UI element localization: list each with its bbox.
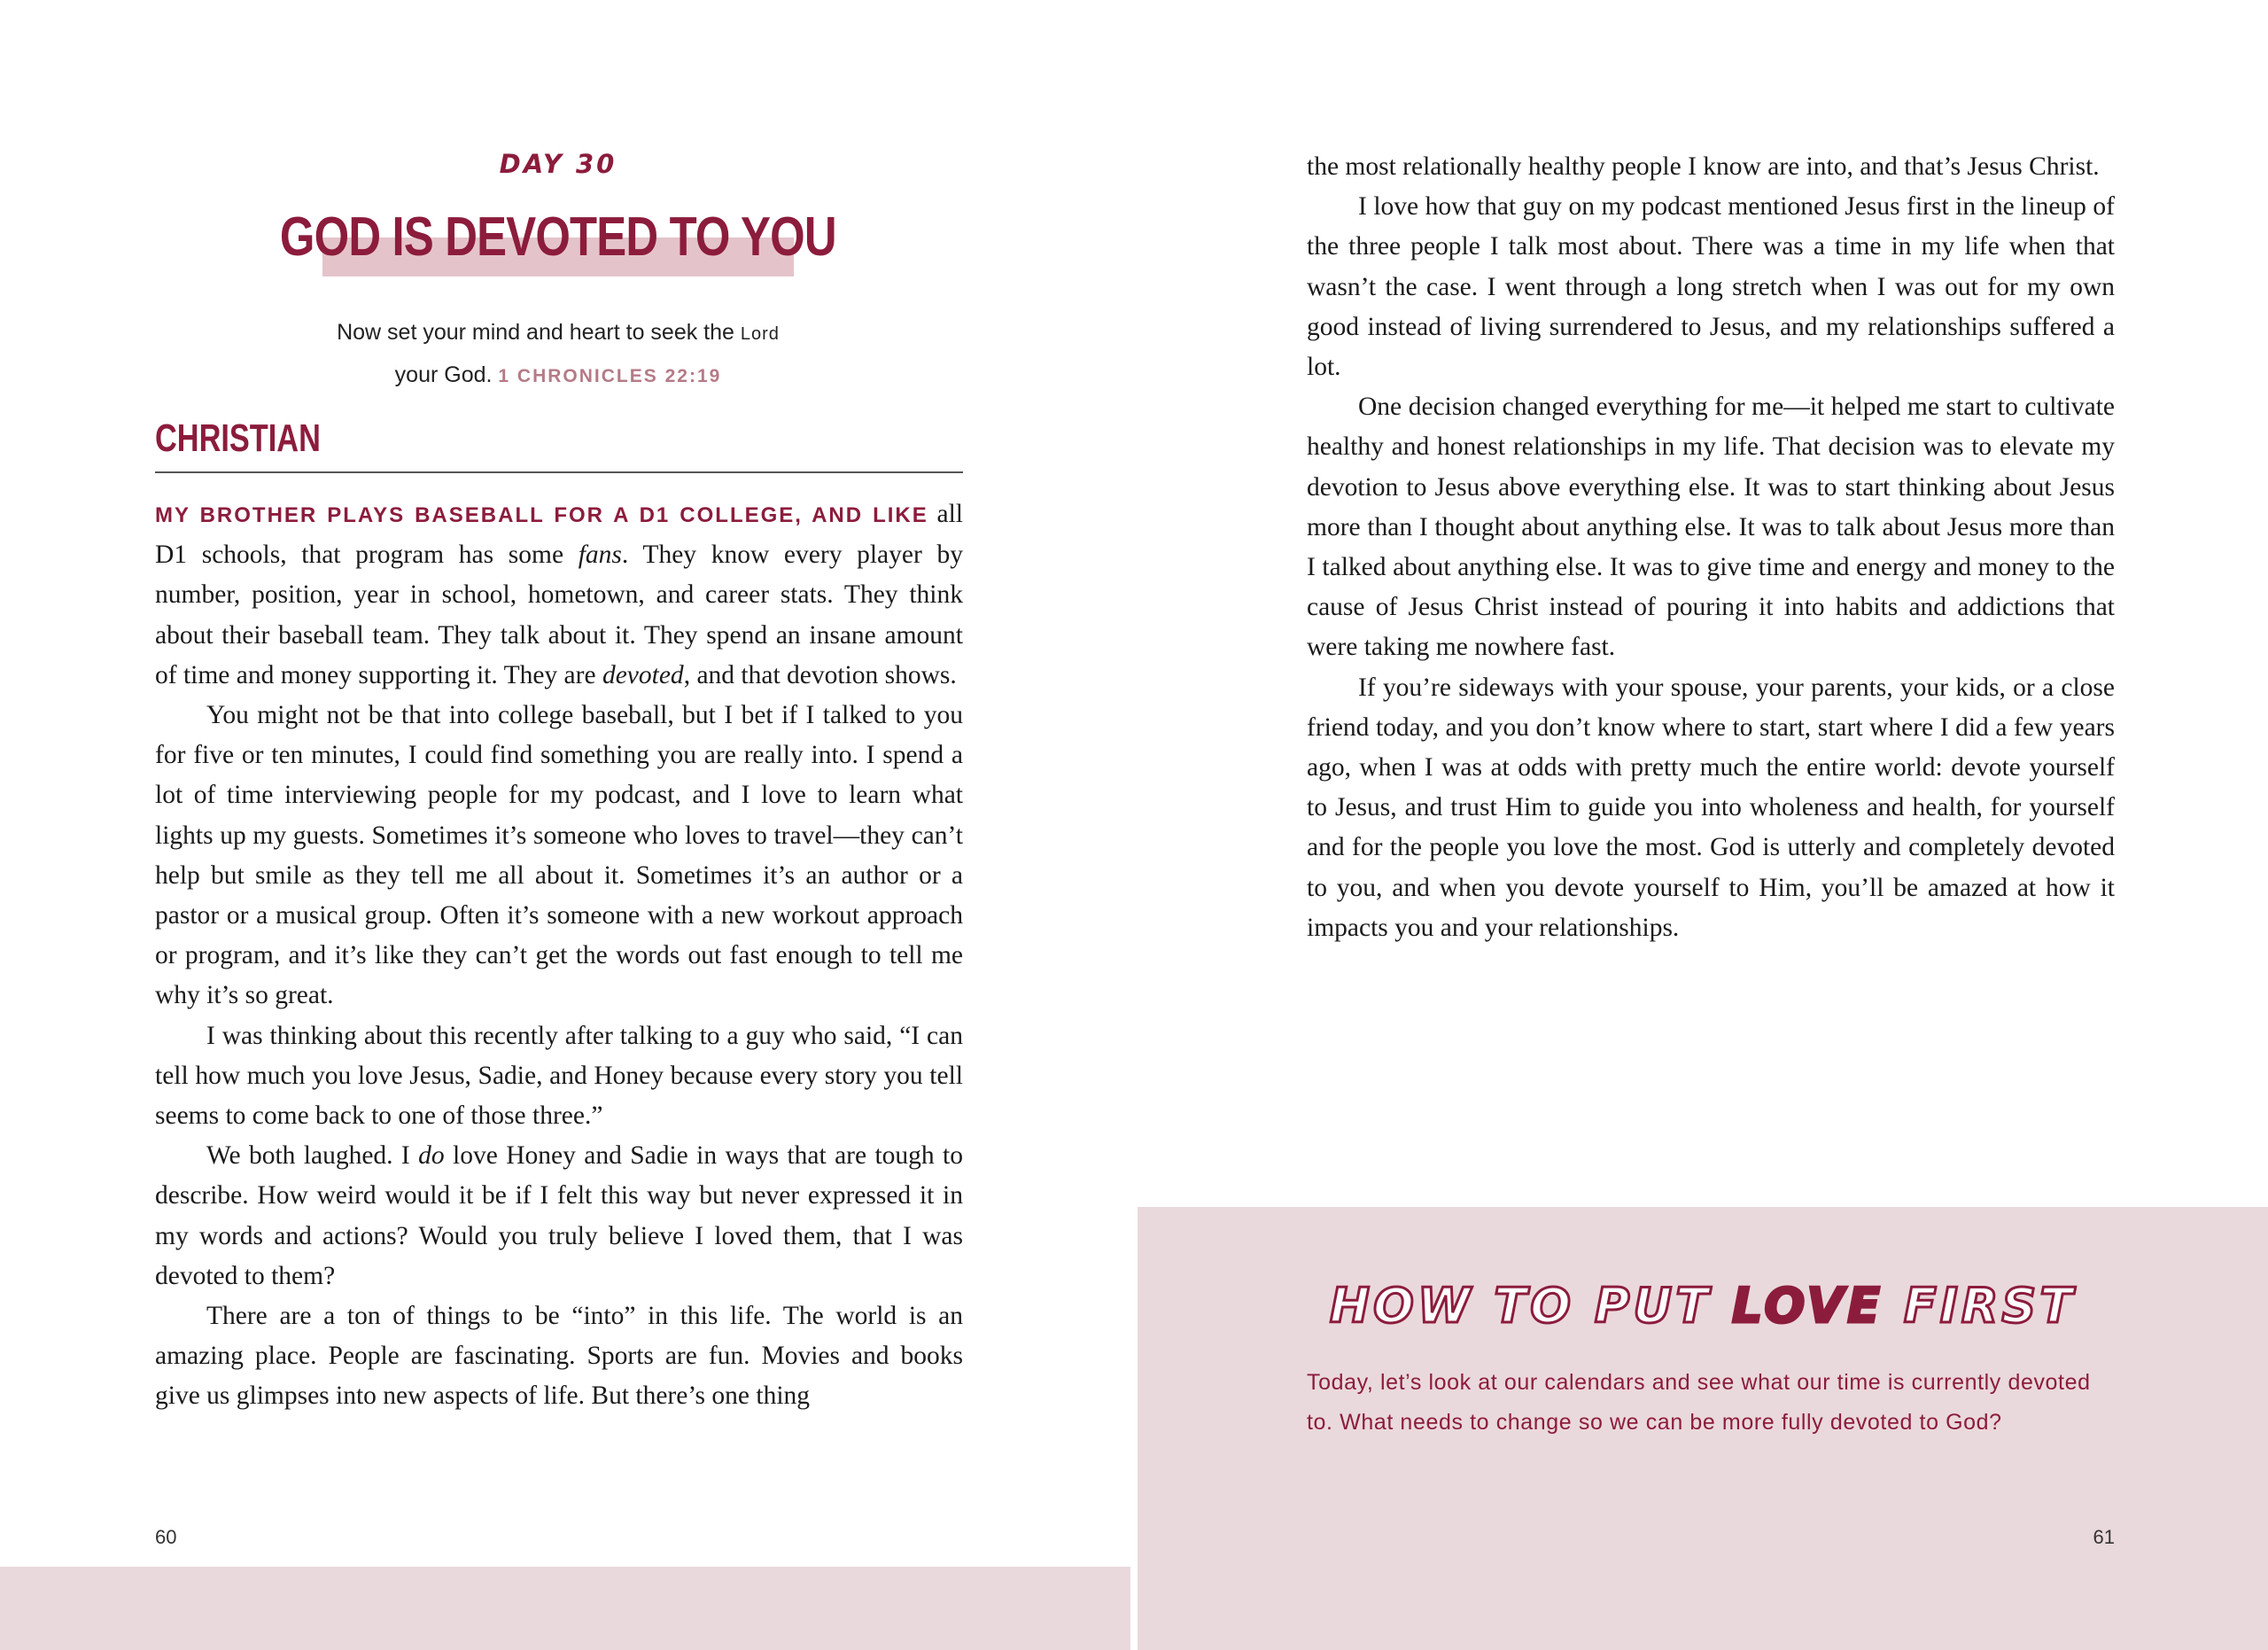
- paragraph-5: There are a ton of things to be “into” in this life. The world is an amazing place. People are fascinating. Sports are fun. Movies and books give us glimpses into new aspects of life. But there’s one thing: [155, 1302, 963, 1411]
- callout-heading-love: LOVE: [1731, 1278, 1884, 1334]
- emphasis-fans: fans: [578, 541, 622, 570]
- verse-text-line1: Now set your mind and heart to seek the: [337, 320, 741, 345]
- paragraph-4-text-a: We both laughed. I: [206, 1141, 419, 1171]
- bottom-color-band: [0, 1567, 1130, 1650]
- verse-lord: Lord: [740, 324, 780, 344]
- paragraph-4-text-b: love Honey and Sadie in ways that are tough to describe. How weird would it be if I felt this way but never expressed it in my words and actions? Would you truly believe I loved them, that I was devoted to them?: [155, 1141, 963, 1290]
- left-page: [0, 0, 1130, 1650]
- title-container: [0, 206, 1116, 269]
- body-text-left: [155, 494, 963, 1417]
- paragraph-3: I was thinking about this recently after talking to a guy who said, “I can tell how much you love Jesus, Sadie, and Honey because every story you tell seems to come back to one of those three.”: [155, 1021, 963, 1131]
- paragraph-7: One decision changed everything for me—it helped me start to cultivate healthy and honest relationships in my life. That decision was to elevate my devotion to Jesus above everything else. It was to start thinking about Jesus more than I thought about anything else. It was to talk about Jesus more than I talked about anything else. It was to give time and energy and money to the cause of Jesus Christ instead of pouring it into habits and addictions that were taking me nowhere fast.: [1307, 393, 2115, 662]
- paragraph-1: [155, 494, 963, 696]
- right-page: [1138, 0, 2268, 1650]
- scripture-verse: [257, 312, 859, 397]
- emphasis-do: do: [418, 1141, 445, 1171]
- callout-text: Today, let’s look at our calendars and see what our time is currently devoted to. What needs to change so we can be more fully devoted to God?: [1307, 1370, 2091, 1435]
- page-number-left: 60: [155, 1526, 177, 1548]
- author-heading: CHRISTIAN: [155, 416, 321, 460]
- callout-heading-b: FIRST: [1884, 1278, 2077, 1334]
- callout-heading-a: HOW TO PUT: [1329, 1278, 1732, 1334]
- author-divider: [155, 471, 963, 473]
- paragraph-4: [155, 1136, 963, 1296]
- verse-text-line2: your God.: [394, 362, 499, 387]
- callout-heading: [1138, 1278, 2268, 1334]
- page-number-right: 61: [2093, 1526, 2115, 1548]
- page-title: GOD IS DEVOTED TO YOU: [280, 206, 836, 268]
- verse-reference: 1 CHRONICLES 22:19: [498, 366, 722, 386]
- day-label: DAY 30: [499, 149, 617, 179]
- paragraph-6: I love how that guy on my podcast mentioned Jesus first in the lineup of the three people I talk most about. There was a time in my life when that wasn’t the case. I went through a long stretch when I was out for my own good instead of living surrendered to Jesus, and my relationships suffered a lot.: [1307, 192, 2115, 382]
- emphasis-devoted: devoted: [602, 660, 684, 689]
- paragraph-1-text-c: , and that devotion shows.: [683, 660, 957, 689]
- body-text-right: [1307, 147, 2115, 948]
- lead-in: MY BROTHER PLAYS BASEBALL FOR A D1 COLLEGE, AND LIKE: [155, 503, 928, 527]
- paragraph-1-text-a: all D1 schools, that program has some: [155, 500, 963, 570]
- page-gutter: [1130, 0, 1138, 1650]
- paragraph-8: If you’re sideways with your spouse, your parents, your kids, or a close friend today, and you don’t know where to start, start where I did a few years ago, when I was at odds with pretty much the entire world: devote yourself to Jesus, and trust Him to guide you into wholeness and health, for yourself and for the people you love the most. God is utterly and completely devoted to you, and when you devote yourself to Him, you’ll be amazed at how it impacts you and your relationships.: [1307, 673, 2115, 942]
- paragraph-1-text-b: . They know every player by number, position, year in school, hometown, and career stats. They think about their baseball team. They talk about it. They spend an insane amount of time and money supporting it. They are: [155, 541, 963, 689]
- paragraph-continued: the most relationally healthy people I know are into, and that’s Jesus Christ.: [1307, 152, 2100, 181]
- paragraph-2: You might not be that into college baseball, but I bet if I talked to you for five or ten minutes, I could find something you are really into. I spend a lot of time interviewing people for my podcast, and I love to learn what lights up my guests. Sometimes it’s someone who loves to travel—they can’t help but smile as they tell me all about it. Sometimes it’s an author or a pastor or a musical group. Often it’s someone with a new workout approach or program, and it’s like they can’t get the words out fast enough to tell me why it’s so great.: [155, 701, 963, 1010]
